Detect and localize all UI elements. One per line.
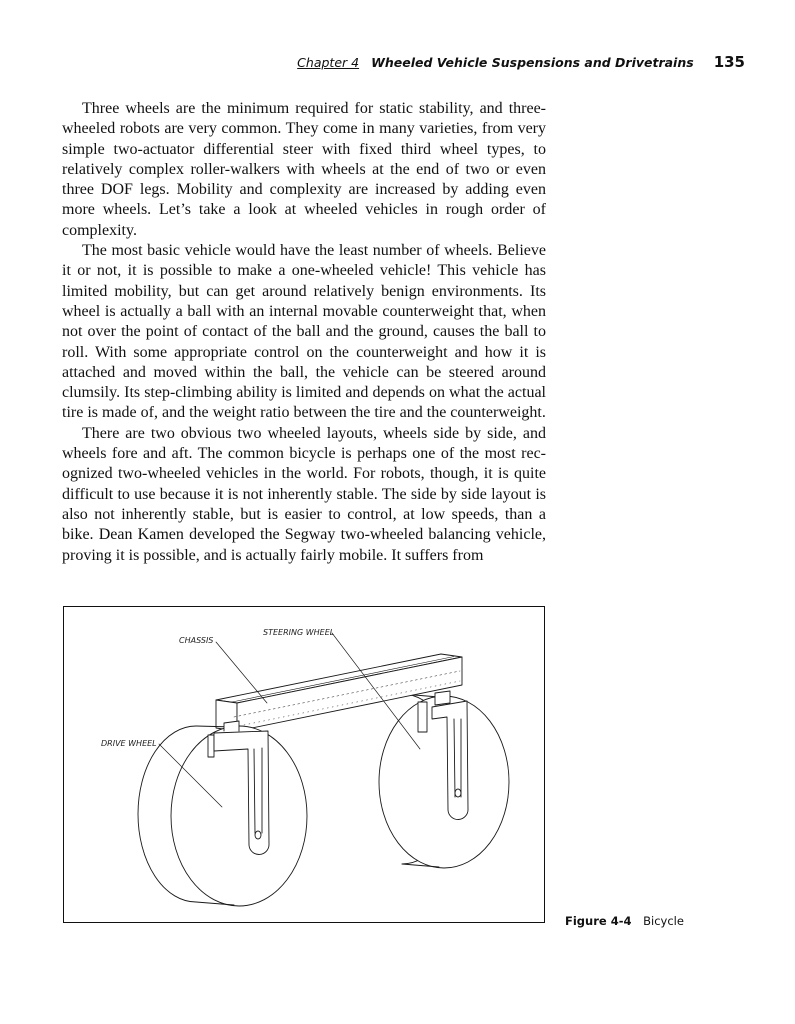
- caption-number: Figure 4-4: [565, 914, 632, 928]
- paragraph-3: There are two obvious two wheeled layouts, wheels side by side, and wheels fore and aft. The common bicycle is perhaps one of the most recognized two-wheeled vehicles in the world. For robots, though, it is quite difficult to use because it is not inherently stable. The side by side layout is also not inherently stable, but is easier to control, at low speeds, than a bike. Dean Kamen developed the Segway two-wheeled balancing vehicle, proving it is possible, and is actually fairly mobile. It suffers from: [62, 424, 546, 564]
- label-chassis: CHASSIS: [179, 636, 214, 645]
- caption-text: Bicycle: [643, 914, 684, 928]
- label-steering-wheel: STEERING WHEEL: [263, 628, 335, 637]
- figure-caption: [565, 914, 684, 928]
- label-drive-wheel: DRIVE WHEEL: [101, 739, 157, 748]
- chapter-label: Chapter 4: [297, 55, 360, 70]
- page-number: 135: [713, 53, 745, 71]
- bicycle-drawing: [64, 607, 546, 924]
- front-wheel: [138, 726, 307, 906]
- figure-bicycle: [63, 606, 545, 923]
- body-text: [62, 99, 546, 566]
- paragraph-1: Three wheels are the minimum required for static stability, and three-wheeled robots are very common. They come in many varieties, from very simple two-actuator differential steer with fixed third wheel types, to relatively complex roller-walkers with wheels at the end of two or even three DOF legs. Mobility and complexity are increased by adding even more wheels. Let’s take a look at wheeled vehicles in rough order of complexity.: [62, 100, 546, 239]
- running-head: [297, 53, 745, 71]
- chapter-title: Wheeled Vehicle Suspensions and Drivetrains: [371, 55, 694, 70]
- paragraph-2: The most basic vehicle would have the least number of wheels. Believe it or not, it is possible to make a one-wheeled vehicle! This vehicle has limited mobility, but can get around relatively benign environments. Its wheel is actually a ball with an internal movable counterweight that, when not over the point of contact of the ball and the ground, causes the ball to roll. With some appropriate control on the counterweight and how it is attached and moved within the ball, the vehicle can be steered around clumsily. Its step-climbing ability is limited and depends on what the actual tire is made of, and the weight ratio between the tire and the counterweight.: [62, 242, 546, 422]
